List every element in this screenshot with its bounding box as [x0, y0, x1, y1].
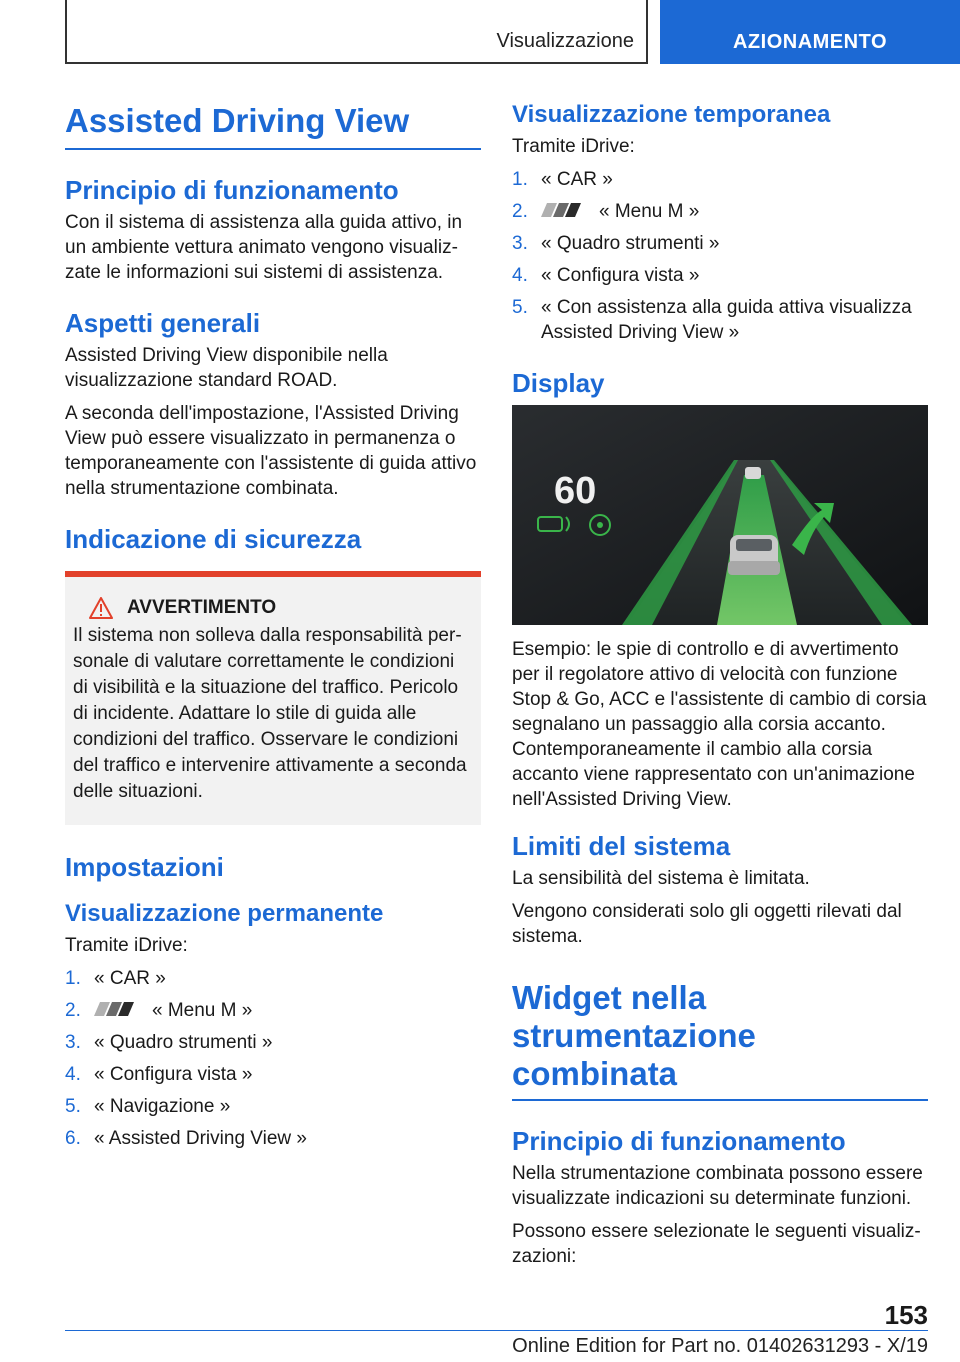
permanent-heading: Visualizzazione permanente	[65, 900, 384, 927]
warning-text: Il sistema non solleva dalla responsabilità personale di valutare correttamente le condizioni di visibilità e la situazione del traffico. Pericolo di incidente. Adattare lo stile di guida alle condizioni del traffico. Osservare le condizioni del traffico e intervenire attivamente a seconda delle situazioni.	[73, 625, 467, 802]
warning-triangle-icon	[89, 597, 113, 619]
widget-principle-heading: Principio di funzionamento	[512, 1126, 846, 1156]
page-title: Assisted Driving View	[65, 102, 410, 139]
general-text-2: A seconda dell'impostazione, l'Assisted Driving View può essere visualizzato in permanenza o temporaneamente con l'assistente di guida attivo nella strumentazione combinata.	[65, 403, 477, 499]
widget-text-2: Possono essere selezionate le seguenti visualizzazioni:	[512, 1221, 921, 1267]
list-item: 5. « Con assistenza alla guida attiva visualizza Assisted Driving View »	[512, 297, 912, 343]
widget-title-block	[512, 979, 928, 1101]
warning-title-row	[73, 597, 473, 619]
list-item: 4. « Configura vista »	[65, 1064, 253, 1085]
title-block	[65, 100, 481, 150]
principle-heading: Principio di funzionamento	[65, 175, 399, 205]
settings-heading: Impostazioni	[65, 852, 224, 882]
permanent-intro: Tramite iDrive:	[65, 935, 188, 956]
list-item: 6. « Assisted Driving View »	[65, 1128, 307, 1149]
limits-text-1: La sensibilità del sistema è limitata.	[512, 868, 810, 889]
list-item: 4. « Configura vista »	[512, 265, 700, 286]
warning-box	[65, 571, 481, 825]
list-item: 5. « Navigazione »	[65, 1096, 231, 1117]
list-item: 1. « CAR »	[512, 169, 613, 190]
left-column	[65, 100, 481, 1158]
widget-title: Widget nella strumentazione combinata	[512, 979, 756, 1092]
temporary-steps	[512, 167, 928, 345]
limits-text-2: Vengono considerati solo gli oggetti rilevati dal sistema.	[512, 901, 902, 947]
display-speed: 60	[554, 470, 597, 512]
header-section: Visualizzazione	[496, 30, 634, 52]
limits-heading: Limiti del sistema	[512, 831, 731, 861]
list-item: 2. « Menu M »	[512, 201, 700, 222]
display-heading: Display	[512, 368, 605, 398]
widget-text-1: Nella strumentazione combinata possono essere visualizzate indicazioni su determinate funzioni.	[512, 1163, 923, 1209]
temporary-heading: Visualizzazione temporanea	[512, 101, 831, 128]
display-caption: Esempio: le spie di controllo e di avvertimento per il regolatore attivo di velocità con funzione Stop & Go, ACC e l'assistente di cambio di corsia segnalano un passaggio alla corsia accanto. Contemporaneamente il cambio alla corsia accanto viene rappresentato con un'animazione nell'Assisted Driving View.	[512, 639, 927, 810]
temporary-intro: Tramite iDrive:	[512, 136, 635, 157]
header-box	[65, 0, 648, 64]
warning-title: AVVERTIMENTO	[127, 597, 277, 618]
permanent-steps	[65, 966, 481, 1151]
footer-rule	[65, 1330, 928, 1331]
principle-text: Con il sistema di assistenza alla guida attivo, in un ambiente vettura animato vengono visualizzate le informazioni sui sistemi di assistenza.	[65, 212, 463, 283]
list-item: 3. « Quadro strumenti »	[65, 1032, 273, 1053]
general-heading: Aspetti generali	[65, 308, 261, 338]
safety-heading: Indicazione di sicurezza	[65, 524, 362, 554]
list-item: 3. « Quadro strumenti »	[512, 233, 720, 254]
list-item: 1. « CAR »	[65, 968, 166, 989]
right-column	[512, 100, 928, 1277]
m-stripes-icon	[94, 1002, 142, 1016]
list-item: 2. « Menu M »	[65, 1000, 253, 1021]
header-chapter-tab[interactable]: AZIONAMENTO	[660, 0, 960, 64]
m-stripes-icon	[541, 203, 589, 217]
footer-edition: Online Edition for Part no. 01402631293 - X/19	[512, 1335, 928, 1357]
general-text-1: Assisted Driving View disponibile nella visualizzazione standard ROAD.	[65, 345, 388, 391]
page-number: 153	[884, 1300, 928, 1330]
assisted-driving-display-image	[512, 405, 928, 625]
